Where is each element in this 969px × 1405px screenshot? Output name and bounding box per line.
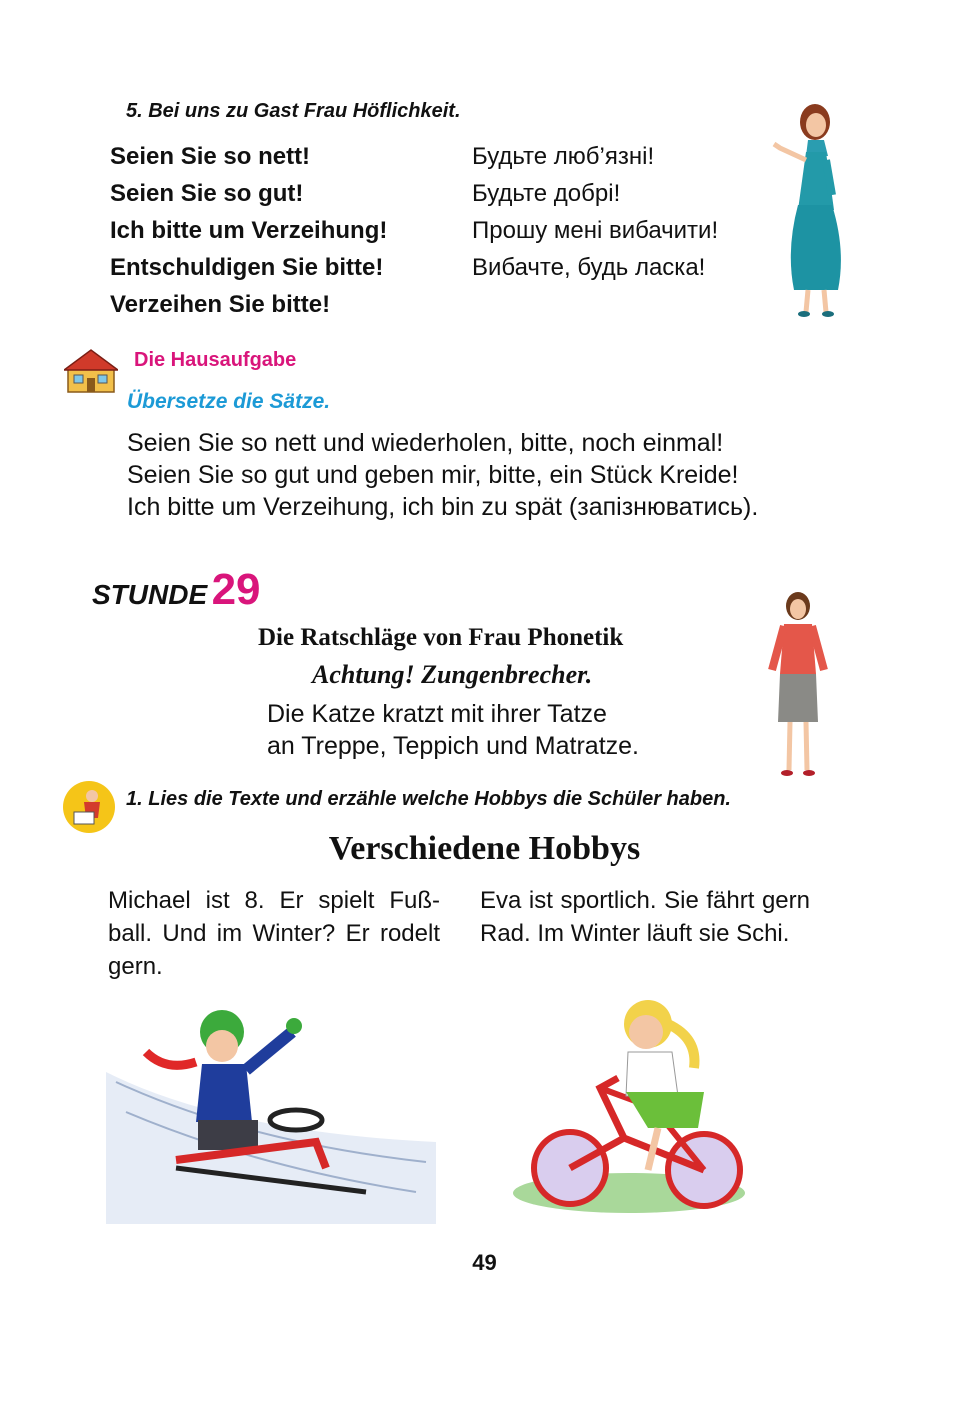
homework-title: Die Hausaufgabe: [134, 349, 297, 371]
tongue-twister-line: an Treppe, Teppich und Matratze.: [267, 732, 639, 760]
woman-teacher-illustration: [762, 590, 834, 780]
advice-title: Die Ratschläge von Frau Phonetik: [258, 624, 624, 651]
phrase-ukrainian: Будьте люб’язні!: [472, 143, 655, 170]
page-number: 49: [472, 1250, 497, 1275]
section-title: Verschiedene Hobbys: [328, 830, 641, 867]
text-michael: Michael ist 8. Er spielt Fuß- ball. Und im Winter? Er rodelt gern.: [108, 887, 440, 980]
homework-sentence: Ich bitte um Verzeihung, ich bin zu spät (запізнюватись).: [127, 493, 759, 521]
woman-in-blue-dress-illustration: [768, 100, 854, 320]
tongue-twister-line: Die Katze kratzt mit ihrer Tatze: [267, 700, 607, 728]
boy-on-snow-sledge-illustration: [106, 992, 436, 1224]
homework-instruction: Übersetze die Sätze.: [127, 390, 331, 413]
phrase-german: Ich bitte um Verzeihung!: [110, 217, 388, 244]
homework-sentence: Seien Sie so nett und wiederholen, bitte, noch einmal!: [127, 429, 724, 457]
lesson-number: 29: [211, 565, 261, 614]
exercise-5-title: 5. Bei uns zu Gast Frau Höflichkeit.: [126, 100, 461, 122]
phrase-ukrainian: Прошу мені вибачити!: [472, 217, 719, 244]
phrase-german: Seien Sie so nett!: [110, 143, 311, 170]
exercise-1-title: 1. Lies die Texte und erzähle welche Hobbys die Schüler haben.: [126, 788, 731, 810]
phrase-german: Verzeihen Sie bitte!: [110, 291, 331, 318]
homework-sentence: Seien Sie so gut und geben mir, bitte, ein Stück Kreide!: [127, 461, 739, 489]
phrase-ukrainian: Будьте добрі!: [472, 180, 621, 207]
text-eva: Eva ist sportlich. Sie fährt gern Rad. Im Winter läuft sie Schi.: [480, 887, 810, 947]
phrase-german: Entschuldigen Sie bitte!: [110, 254, 384, 281]
house-icon: [64, 348, 118, 394]
lesson-label: STUNDE: [92, 579, 208, 610]
phrase-ukrainian: Вибачте, будь ласка!: [472, 254, 706, 281]
phrase-german: Seien Sie so gut!: [110, 180, 304, 207]
girl-riding-bicycle-illustration: [508, 988, 750, 1220]
reading-pupil-icon: [62, 780, 116, 834]
tongue-twister-heading: Achtung! Zungenbrecher.: [312, 660, 593, 689]
lesson-heading: [92, 565, 261, 615]
